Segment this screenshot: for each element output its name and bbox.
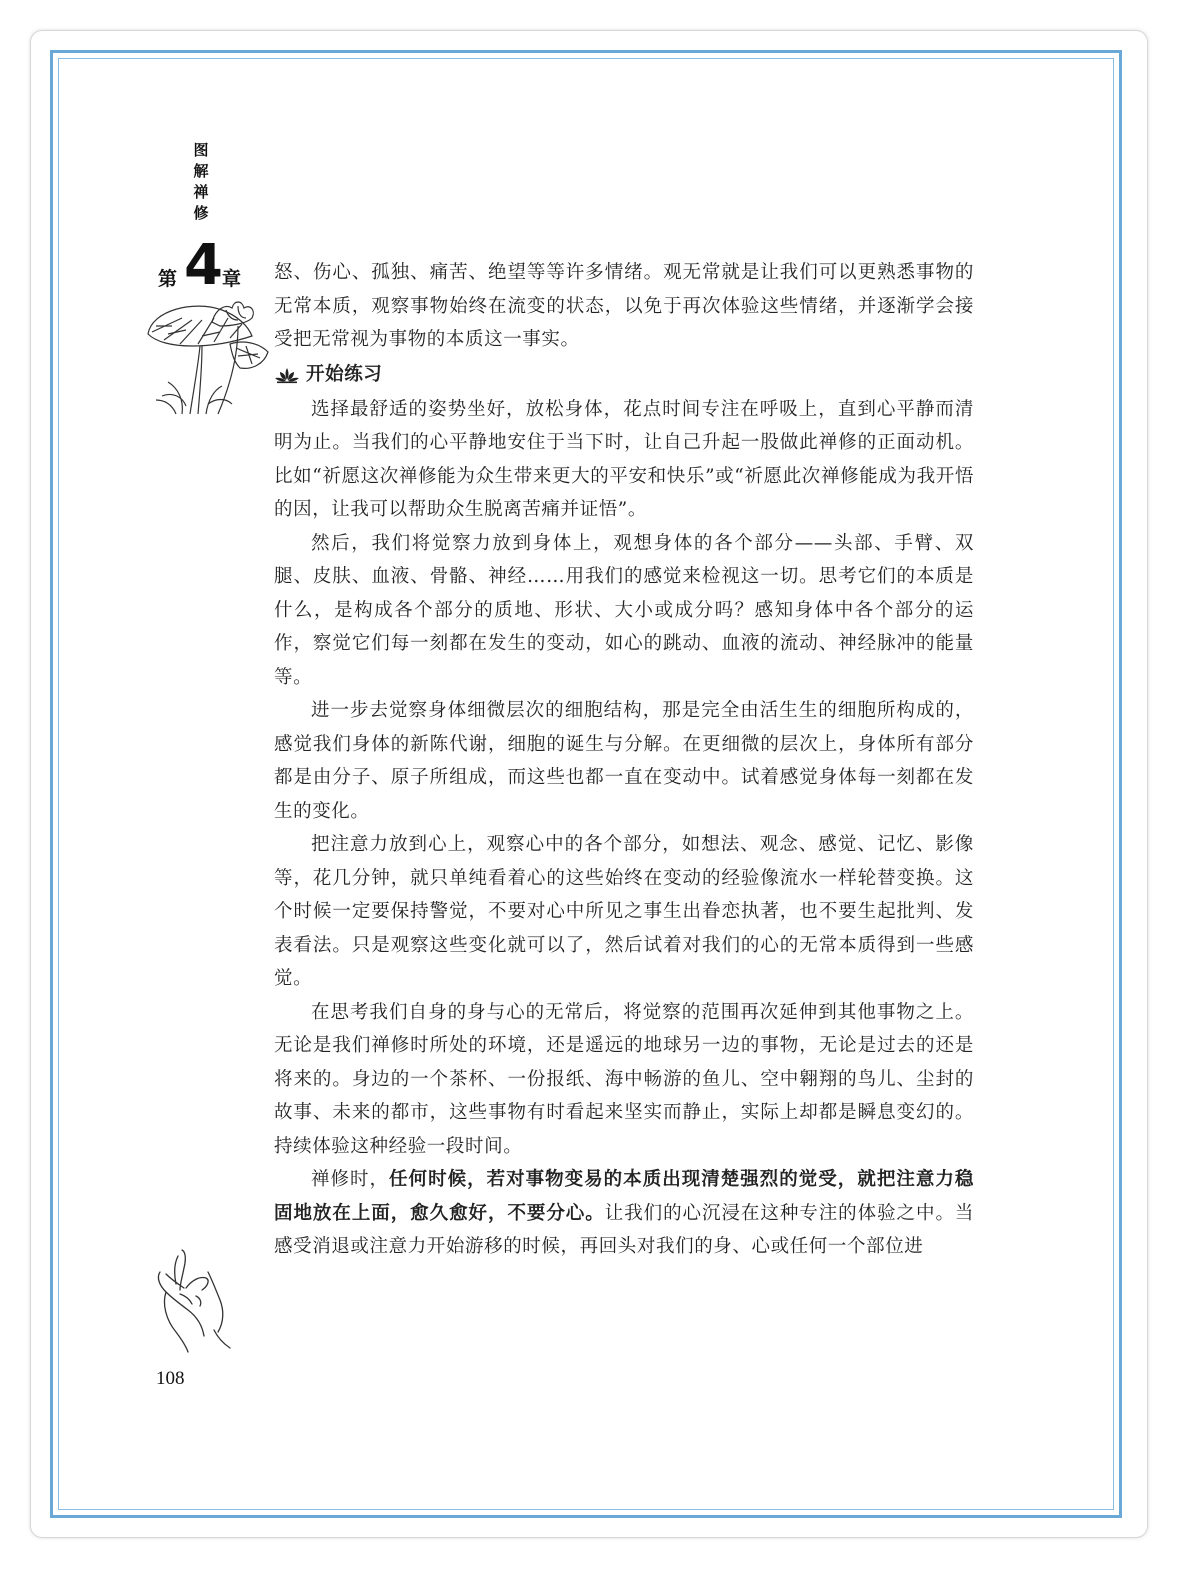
paragraph-6-rest: 让我们的心沉浸在这种专注的体验之中。当感受消退或注意力开始游移的时候，再回头对我们的身、心或任何一个部位进 — [274, 1202, 975, 1257]
body-text-column — [274, 256, 974, 1264]
series-title: 图解禅修 — [193, 141, 209, 222]
chapter-suffix: 章 — [222, 268, 242, 290]
paragraph-2: 然后，我们将觉察力放到身体上，观想身体的各个部分——头部、手臂、双腿、皮肤、血液、骨骼、神经……用我们的感觉来检视这一切。思考它们的本质是什么，是构成各个部分的质地、形状、大小或成分吗？感知身体中各个部分的运作，察觉它们每一刻都在发生的变动，如心的跳动、血液的流动、神经脉冲的能量等。 — [274, 532, 974, 688]
mudra-hand-illustration — [152, 1244, 238, 1354]
chapter-prefix: 第 — [158, 268, 178, 290]
paragraph-3: 进一步去觉察身体细微层次的细胞结构，那是完全由活生生的细胞所构成的，感觉我们身体的新陈代谢，细胞的诞生与分解。在更细微的层次上，身体所有部分都是由分子、原子所组成，而这些也都一直在变动中。试着感觉身体每一刻都在发生的变化。 — [274, 700, 974, 822]
chapter-marker — [156, 233, 256, 300]
lotus-leaf-illustration — [142, 296, 272, 416]
page-number: 108 — [156, 1368, 185, 1389]
paragraph-4: 把注意力放到心上，观察心中的各个部分，如想法、观念、感觉、记忆、影像等，花几分钟，就只单纯看着心的这些始终在变动的经验像流水一样轮替变换。这个时候一定要保持警觉，不要对心中所见之事生出眷恋执著，也不要生起批判、发表看法。只是观察这些变化就可以了，然后试着对我们的心的无常本质得到一些感觉。 — [274, 834, 974, 989]
paragraph-6-emphasis: 任何时候，若对事物变易的本质出现清楚强烈的觉受，就把注意力稳固地放在上面，愈久愈好，不要分心。 — [274, 1169, 974, 1224]
section-heading — [274, 357, 974, 393]
paragraph-5: 在思考我们自身的身与心的无常后，将觉察的范围再次延伸到其他事物之上。无论是我们禅修时所处的环境，还是遥远的地球另一边的事物，无论是过去的还是将来的。身边的一个茶杯、一份报纸、海中畅游的鱼儿、空中翱翔的鸟儿、尘封的故事、未来的都市，这些事物有时看起来坚实而静止，实际上却都是瞬息变幻的。持续体验这种经验一段时间。 — [274, 1001, 974, 1157]
section-heading-text: 开始练习 — [306, 363, 383, 385]
chapter-number: 4 — [184, 233, 223, 298]
lotus-icon — [274, 366, 300, 384]
intro-paragraph: 怒、伤心、孤独、痛苦、绝望等等许多情绪。观无常就是让我们可以更熟悉事物的无常本质，观察事物始终在流变的状态，以免于再次体验这些情绪，并逐渐学会接受把无常视为事物的本质这一事实。 — [274, 262, 974, 350]
paragraph-1: 选择最舒适的姿势坐好，放松身体，花点时间专注在呼吸上，直到心平静而清明为止。当我们的心平静地安住于当下时，让自己升起一股做此禅修的正面动机。比如“祈愿这次禅修能为众生带来更大的平安和快乐”或“祈愿此次禅修能成为我开悟的因，让我可以帮助众生脱离苦痛并证悟”。 — [274, 398, 974, 520]
paragraph-6 — [274, 1163, 974, 1264]
paragraph-6-lead: 禅修时， — [311, 1169, 390, 1190]
